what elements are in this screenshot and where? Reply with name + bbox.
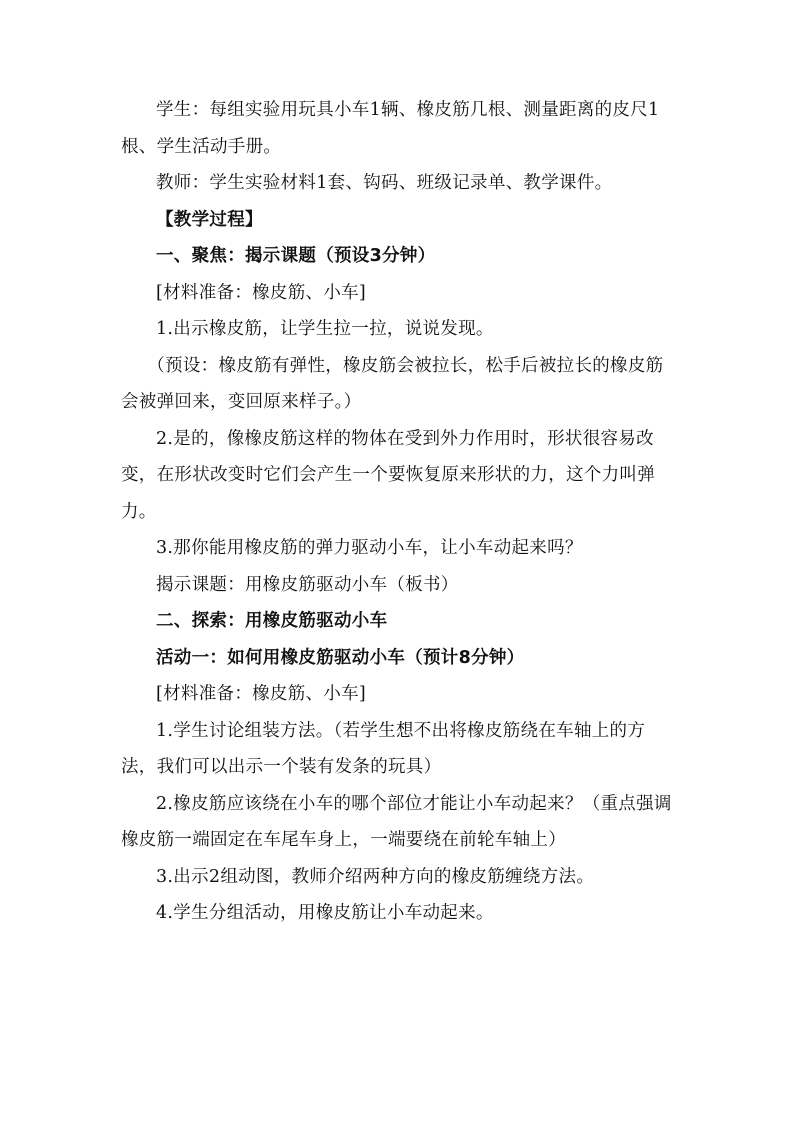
- activity-step-3: 3.出示2组动图，教师介绍两种方向的橡皮筋缠绕方法。: [156, 866, 595, 887]
- document-body: [121, 92, 673, 932]
- heading-focus: 一、聚焦：揭示课题（预设3分钟）: [156, 246, 436, 266]
- preset-note: （预设：橡皮筋有弹性，橡皮筋会被拉长，松手后被拉长的橡皮筋会被弹回来，变回原来样子。）: [121, 355, 664, 412]
- step-3-question: 3.那你能用橡皮筋的弹力驱动小车，让小车动起来吗？: [156, 538, 583, 558]
- topic-reveal: 揭示课题：用橡皮筋驱动小车（板书）: [156, 574, 459, 595]
- materials-note-1: [材料准备：橡皮筋、小车]: [156, 282, 367, 303]
- step-1-show-rubber-band: 1.出示橡皮筋，让学生拉一拉，说说发现。: [156, 319, 494, 339]
- heading-activity-1: 活动一：如何用橡皮筋驱动小车（预计8分钟）: [156, 647, 525, 668]
- activity-step-4: 4.学生分组活动，用橡皮筋让小车动起来。: [156, 903, 494, 923]
- step-2-elastic-force: 2.是的，像橡皮筋这样的物体在受到外力作用时，形状很容易改变，在形状改变时它们会产生一个要恢复原来形状的力，这个力叫弹力。: [121, 428, 655, 522]
- section-heading-teaching-process: 【教学过程】: [156, 209, 263, 230]
- activity-step-2: 2.橡皮筋应该绕在小车的哪个部位才能让小车动起来？（重点强调橡皮筋一端固定在车尾车身上，一端要绕在前轮车轴上）: [121, 793, 672, 850]
- paragraph-teacher-materials: 教师：学生实验材料1套、钩码、班级记录单、教学课件。: [156, 173, 613, 193]
- paragraph-student-materials: 学生：每组实验用玩具小车1辆、橡皮筋几根、测量距离的皮尺1根、学生活动手册。: [121, 100, 660, 157]
- activity-step-1: 1.学生讨论组装方法。（若学生想不出将橡皮筋绕在车轴上的方法，我们可以出示一个装有发条的玩具）: [121, 720, 646, 777]
- heading-explore: 二、探索：用橡皮筋驱动小车: [156, 611, 388, 631]
- materials-note-2: [材料准备：橡皮筋、小车]: [156, 684, 367, 704]
